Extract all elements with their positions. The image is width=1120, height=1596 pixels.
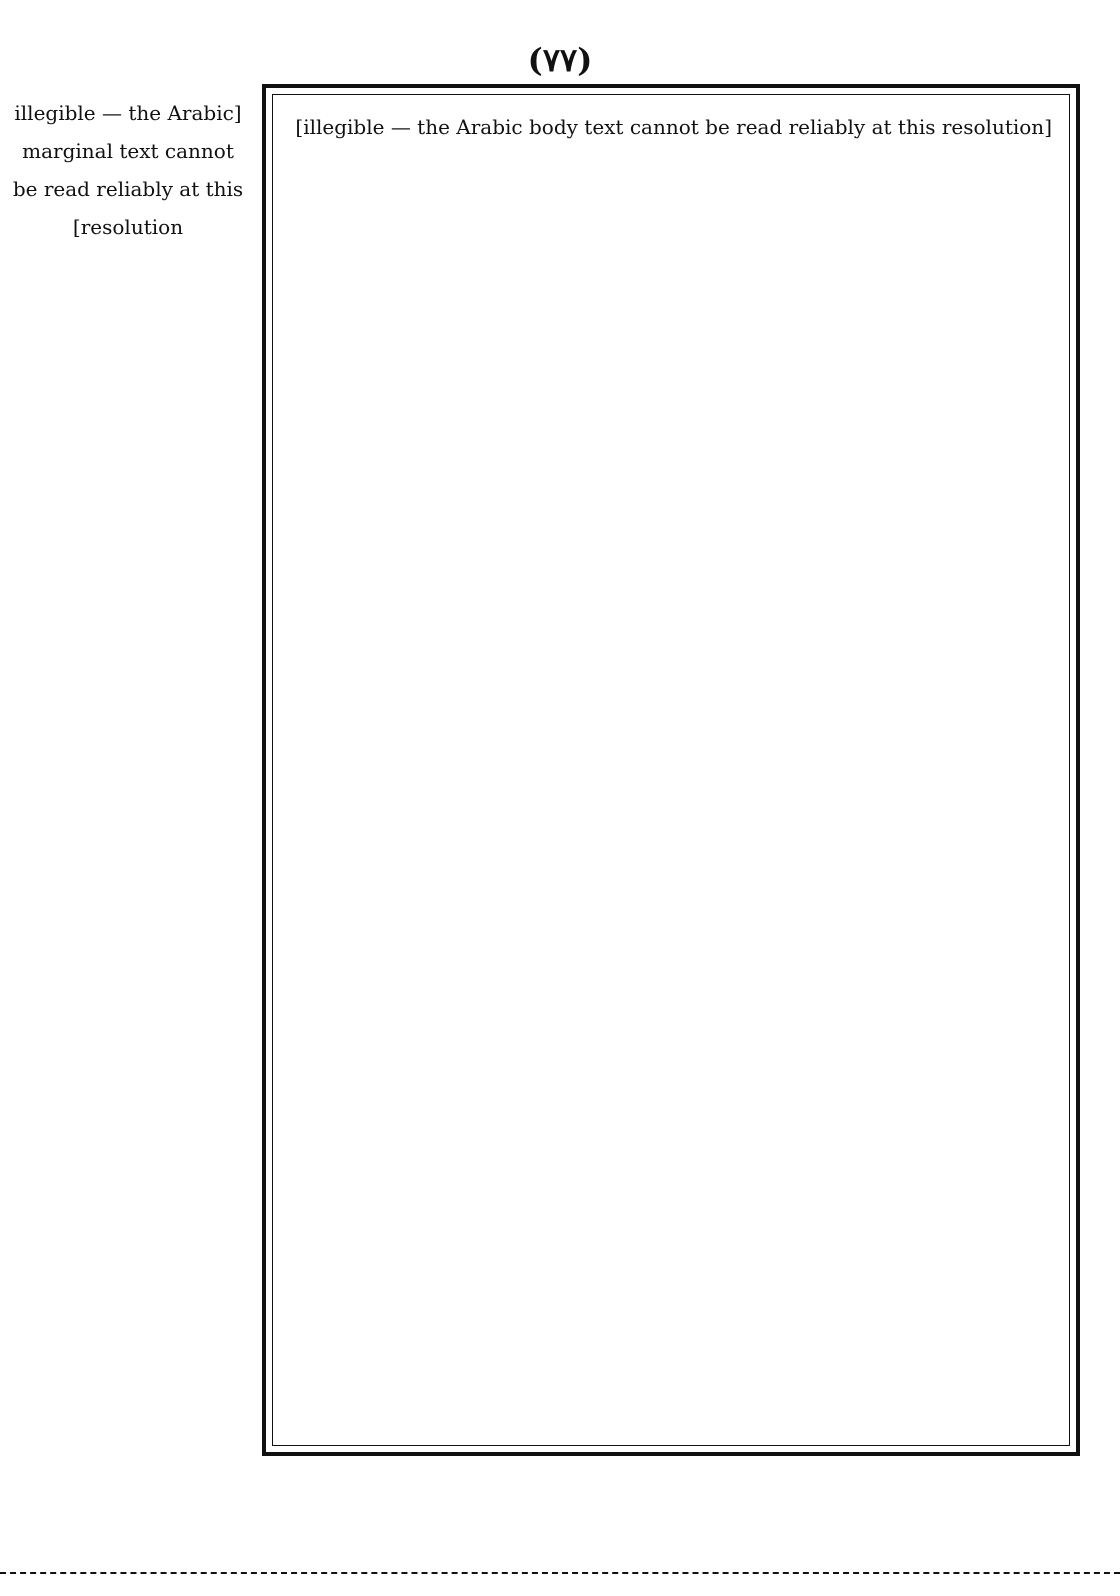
main-text: [illegible — the Arabic body text cannot be read reliably at this resolution] [295, 115, 1052, 139]
footer-rule [0, 1572, 1120, 1574]
margin-text: [illegible — the Arabic marginal text cannot be read reliably at this resolution] [12, 101, 244, 239]
main-text-frame [262, 84, 1080, 1456]
page-number: (۷۷) [527, 41, 593, 79]
